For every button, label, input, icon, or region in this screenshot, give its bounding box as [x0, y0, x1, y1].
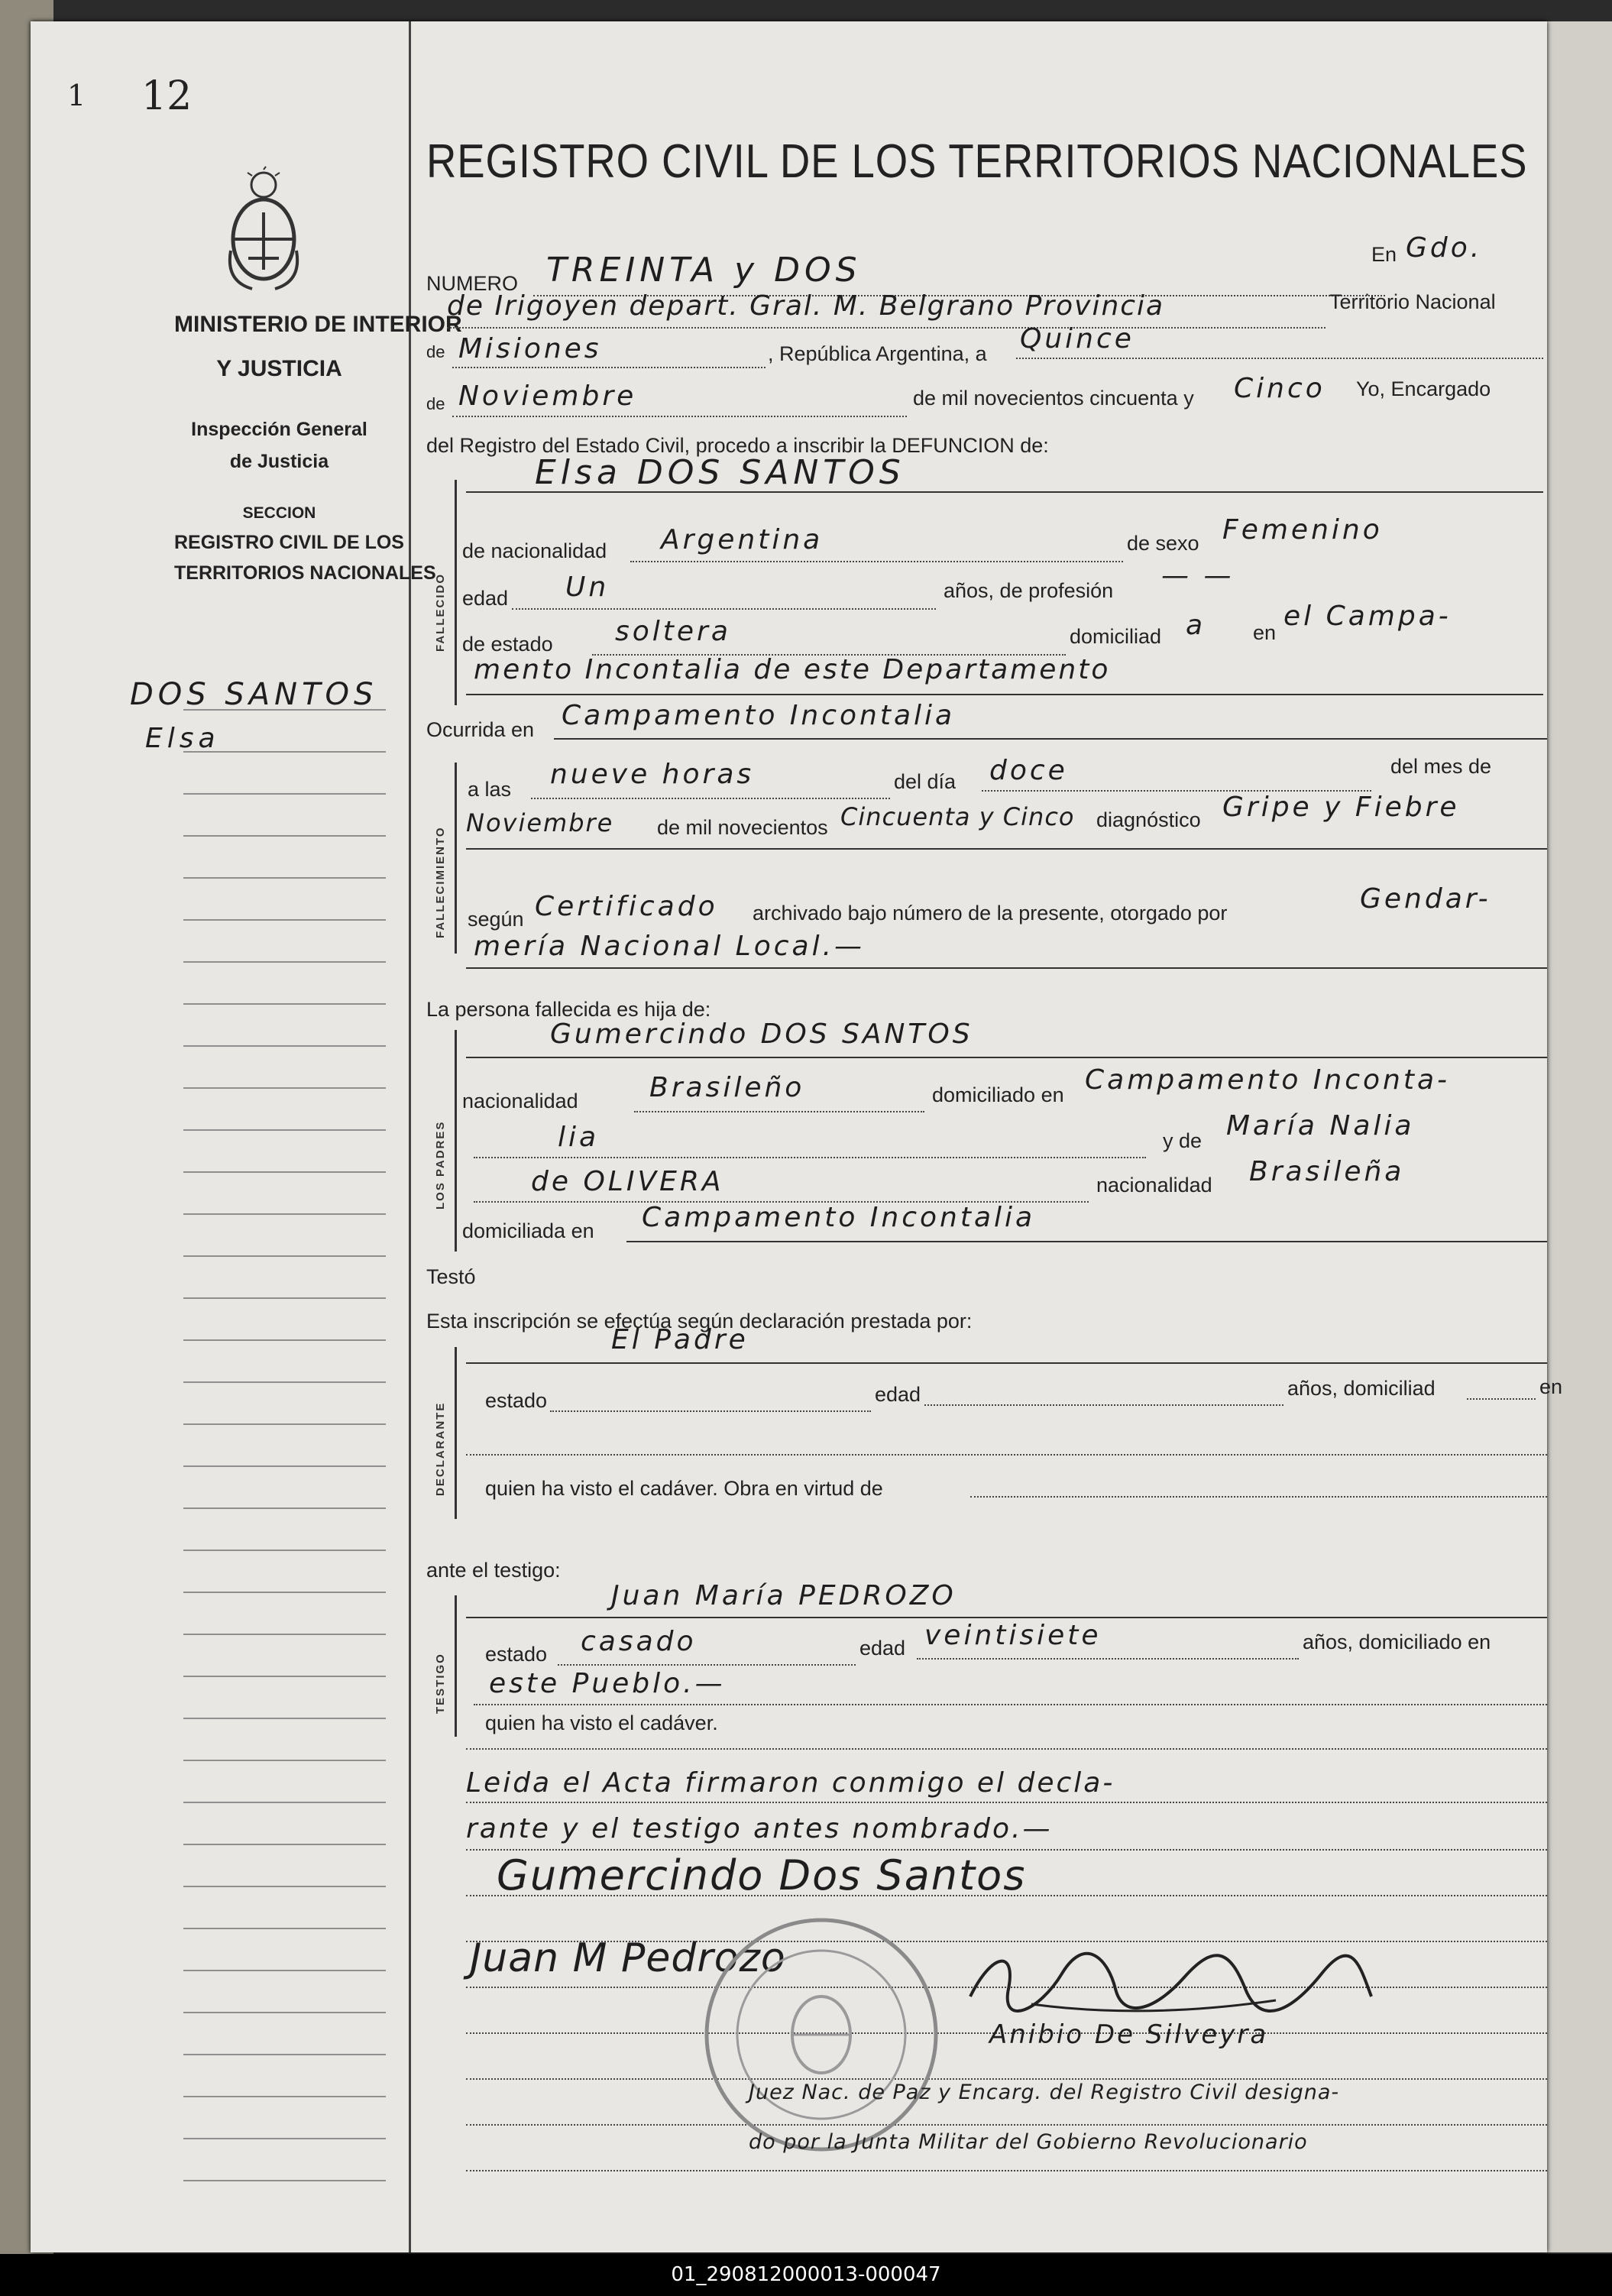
- declarante-side-label: DECLARANTE: [434, 1401, 447, 1496]
- hw-ocurrida: Campamento Incontalia: [562, 700, 956, 731]
- nacionalidad2-label: nacionalidad: [462, 1090, 578, 1112]
- section-label: SECCION: [242, 504, 316, 522]
- sexo-label: de sexo: [1127, 532, 1199, 555]
- en-small-label: en: [1253, 621, 1277, 644]
- inspection-line1: Inspección General: [191, 419, 367, 440]
- hw-domicilio2: mento Incontalia de este Departamento: [474, 654, 1111, 685]
- registry-title: REGISTRO CIVIL DE LOS TERRITORIOS NACIONALES: [426, 135, 1528, 188]
- hw-sexo: Femenino: [1222, 514, 1383, 546]
- estado2-label: estado: [485, 1389, 548, 1412]
- yo-label: Yo, Encargado: [1356, 377, 1491, 400]
- nacionalidad3-label: nacionalidad: [1096, 1174, 1212, 1197]
- hw-testigo-nombre: Juan María PEDROZO: [611, 1580, 957, 1611]
- hw-oficial2: do por la Junta Militar del Gobierno Revolucionario: [749, 2130, 1308, 2154]
- hw-cierre2: rante y el testigo antes nombrado.—: [466, 1813, 1053, 1844]
- testigo-side-label: TESTIGO: [434, 1653, 447, 1714]
- page-number-small: 1: [67, 79, 86, 112]
- ante-label: ante el testigo:: [426, 1559, 561, 1582]
- signature-gumercindo: Gumercindo Dos Santos: [497, 1851, 1027, 1899]
- edad3-label: edad: [859, 1637, 906, 1660]
- hw-mes-fall: Noviembre: [466, 808, 614, 837]
- registro-line: del Registro del Estado Civil, procedo a inscribir la DEFUNCION de:: [426, 434, 1049, 457]
- hw-testigo-estado: casado: [581, 1626, 697, 1657]
- fallecido-side-label: FALLECIDO: [434, 573, 447, 652]
- hw-estado: soltera: [615, 616, 731, 647]
- hw-madre-nac: Brasileña: [1249, 1156, 1405, 1187]
- numero-label: NUMERO: [426, 272, 518, 295]
- testo-label: Testó: [426, 1265, 476, 1288]
- domiciliada-label: domiciliada en: [462, 1219, 594, 1242]
- diagnostico-label: diagnóstico: [1096, 808, 1201, 831]
- page-number: 12: [141, 73, 193, 119]
- inspection-line2: de Justicia: [229, 451, 329, 472]
- hw-padre: Gumercindo DOS SANTOS: [550, 1018, 973, 1050]
- hw-edad: Un: [565, 572, 610, 603]
- anos-profesion-label: años, de profesión: [944, 579, 1114, 602]
- anos-dom-label: años, domiciliad: [1287, 1377, 1436, 1400]
- coat-of-arms-icon: [222, 167, 306, 296]
- hw-nacionalidad: Argentina: [661, 524, 824, 555]
- quien-label: quien ha visto el cadáver. Obra en virtud de: [485, 1477, 883, 1500]
- hw-madre1: María Nalia: [1226, 1110, 1415, 1142]
- hw-dia-fall: doce: [989, 755, 1068, 786]
- alas-label: a las: [468, 778, 512, 801]
- hw-oficial1: Juez Nac. de Paz y Encarg. del Registro Civil designa-: [749, 2081, 1340, 2104]
- document-page: [31, 21, 1563, 2252]
- deldia-label: del día: [894, 770, 957, 793]
- hw-diagnostico: Gripe y Fiebre: [1222, 792, 1460, 823]
- image-filename: 01_290812000013-000047: [0, 2254, 1612, 2296]
- territorio-label: Territorio Nacional: [1329, 290, 1496, 313]
- signature-pedrozo: Juan M Pedrozo: [470, 1935, 786, 1981]
- signature-registrar-scribble: [955, 1943, 1383, 2027]
- domicilio-label: domiciliad: [1070, 625, 1162, 648]
- edad-label: edad: [462, 587, 509, 610]
- ministry-line2: Y JUSTICIA: [216, 356, 342, 381]
- official-seal-icon: [695, 1909, 947, 2161]
- padres-side-label: LOS PADRES: [434, 1120, 447, 1210]
- ocurrida-label: Ocurrida en: [426, 718, 535, 741]
- archivado-label: archivado bajo número de la presente, otorgado por: [753, 902, 1228, 925]
- hw-testigo-edad: veintisiete: [924, 1620, 1102, 1651]
- hw-ano-fall: Cincuenta y Cinco: [840, 802, 1075, 831]
- hw-ano: Cinco: [1234, 373, 1326, 404]
- section-line2: TERRITORIOS NACIONALES: [174, 562, 436, 584]
- hw-domicilio-gen: a: [1186, 610, 1206, 641]
- delmes-label: del mes de: [1390, 755, 1492, 778]
- hw-domicilio1: el Campa-: [1283, 601, 1452, 632]
- margin-surname: DOS SANTOS: [130, 677, 378, 712]
- hw-cierre1: Leida el Acta firmaron conmigo el decla-: [466, 1767, 1115, 1799]
- estado-label: de estado: [462, 633, 553, 656]
- hw-otorgado2: mería Nacional Local.—: [474, 931, 866, 962]
- page-edge: [1547, 21, 1612, 2252]
- hw-madre-dom: Campamento Incontalia: [642, 1202, 1036, 1233]
- republica-label: , República Argentina, a: [768, 342, 987, 365]
- hw-mes: Noviembre: [458, 381, 637, 412]
- hw-numero: TREINTA y DOS: [546, 251, 862, 290]
- demil-label: de mil novecientos: [657, 816, 828, 839]
- segun-label: según: [468, 908, 524, 931]
- nacionalidad-label: de nacionalidad: [462, 539, 607, 562]
- hw-nombre: Elsa DOS SANTOS: [535, 453, 905, 492]
- hw-lugar: de Irigoyen depart. Gral. M. Belgrano Provincia: [447, 290, 1165, 322]
- hw-declarante: El Padre: [611, 1324, 749, 1355]
- fallecimiento-side-label: FALLECIMIENTO: [434, 826, 447, 938]
- hw-en: Gdo.: [1406, 232, 1483, 264]
- hw-padre-dom1: Campamento Inconta-: [1085, 1064, 1451, 1096]
- hw-padre-nac: Brasileño: [649, 1072, 805, 1103]
- en2-label: en: [1539, 1375, 1563, 1398]
- estado3-label: estado: [485, 1643, 548, 1666]
- quien2-label: quien ha visto el cadáver.: [485, 1711, 718, 1734]
- hw-madre2: de OLIVERA: [531, 1166, 724, 1197]
- margin-given-name: Elsa: [145, 723, 220, 754]
- hw-hora: nueve horas: [550, 759, 755, 790]
- hw-testigo-dom: este Pueblo.—: [489, 1668, 726, 1699]
- de-label-2: de: [426, 394, 445, 413]
- hw-otorgado1: Gendar-: [1360, 883, 1491, 915]
- yde-label: y de: [1163, 1129, 1203, 1152]
- hw-provincia: Misiones: [458, 333, 602, 364]
- edad2-label: edad: [875, 1383, 921, 1406]
- anos-dom3-label: años, domiciliado en: [1303, 1631, 1491, 1653]
- inscripcion-label: Esta inscripción se efectúa según declaración prestada por:: [426, 1310, 973, 1333]
- registrar-name: Anibio De Silveyra: [989, 2019, 1269, 2050]
- section-line1: REGISTRO CIVIL DE LOS: [174, 532, 404, 553]
- domiciliado-label: domiciliado en: [932, 1083, 1064, 1106]
- hw-dia: Quince: [1020, 323, 1135, 355]
- hw-segun: Certificado: [535, 891, 718, 922]
- en-label: En: [1371, 243, 1397, 266]
- de-label: de: [426, 342, 445, 361]
- mil-label: de mil novecientos cincuenta y: [913, 387, 1194, 410]
- hija-label: La persona fallecida es hija de:: [426, 998, 711, 1021]
- hw-profesion: — —: [1161, 560, 1235, 591]
- ministry-line1: MINISTERIO DE INTERIOR: [174, 312, 462, 337]
- hw-padre-dom2: lia: [558, 1122, 600, 1153]
